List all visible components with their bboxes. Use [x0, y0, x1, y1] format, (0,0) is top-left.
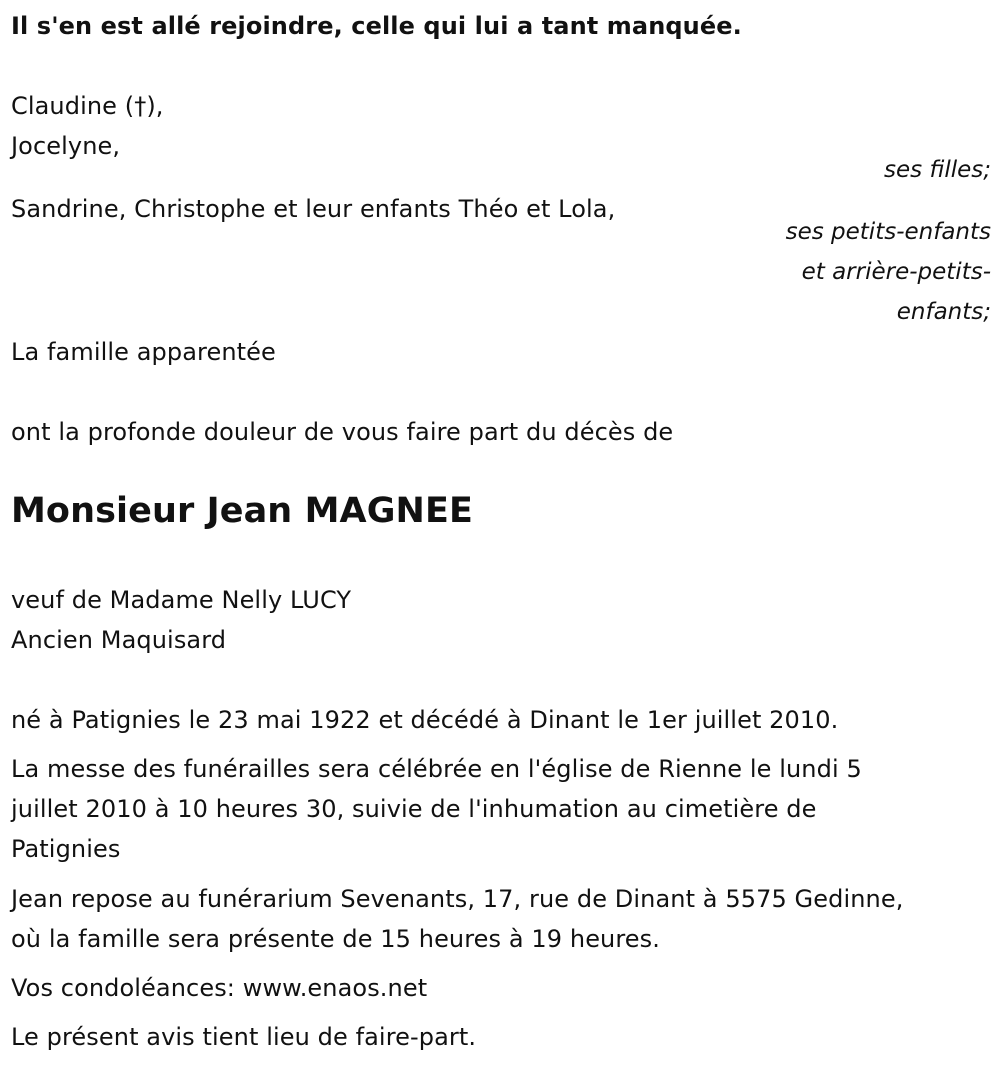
birth-death: né à Patignies le 23 mai 1922 et décédé à Dinant le 1er juillet 2010. — [11, 706, 839, 734]
rest-line-2: où la famille sera présente de 15 heures à 19 heures. — [11, 925, 661, 953]
obituary-notice — [11, 0, 991, 1072]
daughters-role: ses filles; — [884, 157, 991, 183]
condolences: Vos condoléances: www.enaos.net — [11, 974, 428, 1002]
widower-of: veuf de Madame Nelly LUCY — [11, 586, 352, 614]
notice-text: Le présent avis tient lieu de faire-part. — [11, 1023, 477, 1051]
extended-family: La famille apparentée — [11, 338, 276, 366]
grandchildren: Sandrine, Christophe et leur enfants Théo et Lola, — [11, 195, 616, 223]
deceased-name: Monsieur Jean MAGNEE — [11, 491, 473, 531]
funeral-line-2: juillet 2010 à 10 heures 30, suivie de l'inhumation au cimetière de — [11, 795, 817, 823]
intro-text: ont la profonde douleur de vous faire part du décès de — [11, 418, 674, 446]
funeral-line-3: Patignies — [11, 835, 121, 863]
epitaph: Il s'en est allé rejoindre, celle qui lui a tant manquée. — [11, 12, 742, 40]
grandchildren-role-1: ses petits-enfants — [785, 219, 991, 245]
grandchildren-role-2: et arrière-petits- — [801, 259, 991, 285]
daughter-jocelyne: Jocelyne, — [11, 132, 121, 160]
rest-line-1: Jean repose au funérarium Sevenants, 17, rue de Dinant à 5575 Gedinne, — [11, 885, 904, 913]
deceased-title: Ancien Maquisard — [11, 626, 227, 654]
grandchildren-role-3: enfants; — [896, 299, 991, 325]
daughter-claudine: Claudine (†), — [11, 92, 164, 120]
funeral-line-1: La messe des funérailles sera célébrée en l'église de Rienne le lundi 5 — [11, 755, 862, 783]
